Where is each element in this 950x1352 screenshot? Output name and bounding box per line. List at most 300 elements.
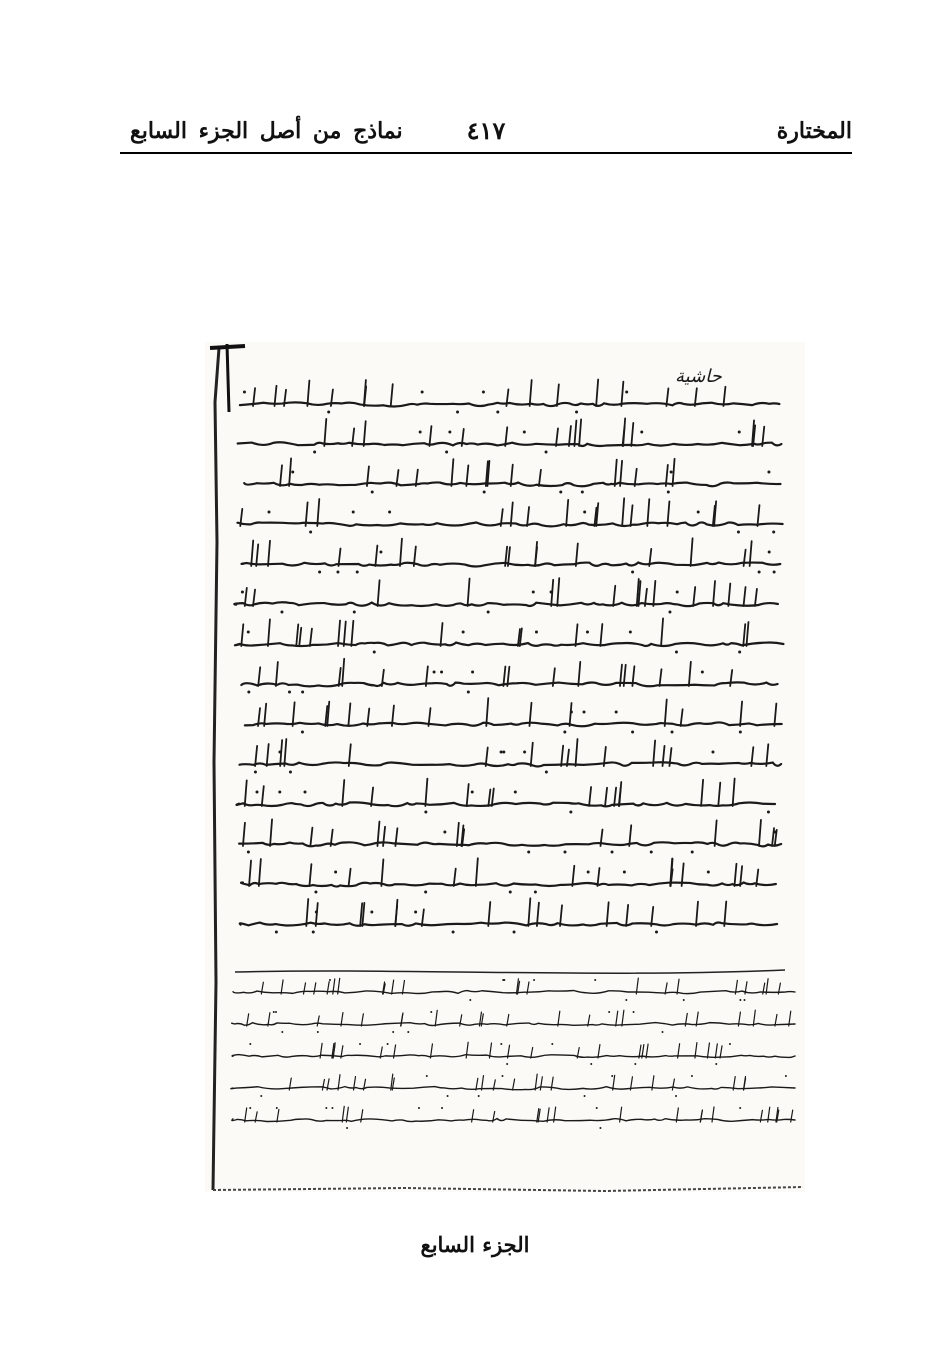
handwriting-dot: [304, 791, 307, 794]
handwriting-dot: [289, 771, 292, 774]
handwriting-stroke: [476, 858, 478, 886]
handwriting-stroke: [338, 621, 340, 646]
handwriting-stroke: [400, 539, 402, 566]
handwriting-dot: [447, 1095, 449, 1097]
handwriting-stroke: [677, 979, 679, 994]
handwriting-stroke: [316, 903, 318, 926]
handwriting-stroke: [701, 780, 703, 806]
handwriting-dot: [633, 1011, 635, 1013]
handwriting-stroke: [569, 426, 571, 446]
handwriting-dot: [356, 571, 359, 574]
handwriting-dot: [445, 451, 448, 454]
handwriting-dot: [590, 1063, 592, 1065]
handwriting-dot: [594, 979, 596, 981]
handwriting-stroke: [280, 465, 282, 486]
handwriting-dot: [675, 651, 678, 654]
handwriting-stroke: [249, 861, 251, 886]
handwriting-stroke: [310, 828, 312, 846]
folio-left-edge: [213, 348, 219, 1190]
handwriting-stroke: [772, 828, 774, 846]
handwriting-dot: [243, 391, 246, 394]
handwriting-dot: [697, 511, 700, 514]
handwriting-stroke: [296, 624, 298, 646]
handwriting-dot: [503, 979, 505, 981]
handwriting-dot: [545, 451, 548, 454]
handwriting-stroke: [395, 900, 397, 926]
handwriting-dot: [467, 691, 470, 694]
handwriting-stroke: [361, 1014, 363, 1026]
handwriting-dot: [676, 591, 679, 594]
handwriting-dot: [513, 931, 516, 934]
section-title: نماذج من أصل الجزء السابع: [130, 118, 403, 144]
handwriting-dot: [545, 771, 548, 774]
handwriting-stroke: [268, 541, 270, 566]
handwriting-stroke: [740, 701, 742, 726]
handwriting-stroke: [575, 739, 577, 766]
handwriting-dot: [523, 751, 526, 754]
handwriting-stroke: [616, 1011, 618, 1026]
handwriting-dot: [683, 999, 685, 1001]
handwriting-line: [234, 602, 778, 606]
handwriting-stroke: [570, 703, 572, 726]
folio-corner-stroke: [227, 344, 229, 412]
handwriting-stroke: [486, 698, 488, 726]
handwriting-dot: [336, 571, 339, 574]
handwriting-dot: [772, 531, 775, 534]
handwriting-dot: [640, 431, 643, 434]
handwriting-stroke: [241, 624, 243, 646]
handwriting-dot: [500, 1043, 502, 1045]
handwriting-dot: [739, 731, 742, 734]
handwriting-stroke: [307, 380, 309, 406]
handwriting-stroke: [281, 980, 283, 994]
handwriting-line: [240, 762, 782, 766]
handwriting-dot: [523, 431, 526, 434]
text-divider: [235, 970, 785, 973]
handwriting-stroke: [718, 783, 720, 806]
handwriting-stroke: [596, 380, 598, 406]
handwriting-stroke: [251, 541, 253, 566]
handwriting-dot: [691, 851, 694, 854]
handwriting-stroke: [578, 662, 580, 686]
handwriting-dot: [414, 911, 417, 914]
handwriting-dot: [611, 851, 614, 854]
handwriting-dot: [584, 1095, 586, 1097]
handwriting-stroke: [457, 823, 459, 846]
handwriting-stroke: [361, 1110, 363, 1122]
handwriting-stroke: [626, 905, 628, 926]
handwriting-dot: [392, 1031, 394, 1033]
handwriting-dot: [388, 511, 391, 514]
handwriting-stroke: [672, 1079, 674, 1090]
folio-bottom-edge: [213, 1187, 803, 1191]
handwriting-lines: [231, 380, 795, 1129]
handwriting-stroke: [259, 859, 261, 886]
handwriting-stroke: [535, 547, 537, 566]
handwriting-dot: [563, 731, 566, 734]
handwriting-dot: [535, 631, 538, 634]
handwriting-stroke: [598, 1045, 600, 1058]
handwriting-line: [241, 563, 780, 567]
handwriting-line: [244, 482, 780, 486]
handwriting-stroke: [621, 382, 623, 406]
handwriting-dot: [430, 1011, 432, 1013]
handwriting-stroke: [566, 500, 568, 526]
handwriting-stroke: [631, 423, 633, 446]
handwriting-dot: [247, 631, 250, 634]
handwriting-dot: [273, 1011, 275, 1013]
handwriting-stroke: [734, 864, 736, 886]
handwriting-dot: [313, 451, 316, 454]
handwriting-dot: [241, 591, 244, 594]
manuscript-scan: [205, 342, 805, 1192]
handwriting-dot: [462, 631, 465, 634]
handwriting-stroke: [661, 618, 663, 646]
handwriting-dot: [352, 511, 355, 514]
handwriting-stroke: [673, 459, 675, 486]
handwriting-stroke: [528, 898, 530, 926]
handwriting-stroke: [284, 739, 286, 766]
handwriting-dot: [634, 1063, 636, 1065]
handwriting-stroke: [596, 503, 598, 526]
handwriting-dot: [767, 811, 770, 814]
handwriting-stroke: [425, 779, 427, 806]
handwriting-stroke: [513, 1079, 515, 1090]
handwriting-stroke: [681, 709, 683, 726]
handwriting-stroke: [613, 586, 615, 606]
handwriting-dot: [281, 1031, 283, 1033]
handwriting-dot: [448, 431, 451, 434]
handwriting-stroke: [757, 505, 759, 526]
handwriting-dot: [758, 571, 761, 574]
handwriting-stroke: [276, 662, 278, 686]
handwriting-stroke: [346, 1107, 348, 1122]
handwriting-dot: [440, 671, 443, 674]
handwriting-line: [233, 991, 795, 994]
handwriting-dot: [767, 471, 770, 474]
margin-note: حاشية: [675, 366, 722, 387]
handwriting-dot: [667, 491, 670, 494]
handwriting-dot: [278, 791, 281, 794]
handwriting-dot: [629, 631, 632, 634]
handwriting-dot: [456, 411, 459, 414]
handwriting-stroke: [268, 619, 270, 646]
handwriting-dot: [655, 931, 658, 934]
header-rule: [120, 152, 852, 154]
handwriting-dot: [278, 751, 281, 754]
handwriting-dot: [514, 791, 517, 794]
handwriting-stroke: [270, 819, 272, 846]
handwriting-stroke: [527, 507, 529, 526]
handwriting-stroke: [309, 864, 311, 886]
handwriting-dot: [551, 1043, 553, 1045]
handwriting-dot: [532, 591, 535, 594]
handwriting-dot: [496, 411, 499, 414]
handwriting-stroke: [454, 869, 456, 886]
handwriting-stroke: [314, 983, 316, 994]
handwriting-dot: [738, 651, 741, 654]
page-caption: الجزء السابع: [420, 1232, 530, 1257]
handwriting-dot: [611, 1075, 613, 1077]
handwriting-stroke: [746, 622, 748, 646]
handwriting-stroke: [715, 820, 717, 846]
handwriting-dot: [334, 871, 337, 874]
handwriting-stroke: [614, 788, 616, 806]
handwriting-dot: [370, 911, 373, 914]
handwriting-stroke: [467, 784, 469, 806]
handwriting-stroke: [724, 902, 726, 926]
handwriting-dot: [625, 391, 628, 394]
handwriting-stroke: [531, 743, 533, 766]
handwriting-stroke: [299, 628, 301, 646]
handwriting-line: [238, 442, 782, 446]
page-number: ٤١٧: [466, 116, 506, 145]
handwriting-stroke: [351, 621, 353, 646]
handwriting-stroke: [691, 538, 693, 566]
handwriting-dot: [670, 471, 673, 474]
handwriting-dot: [596, 1107, 598, 1109]
handwriting-stroke: [579, 419, 581, 446]
handwriting-stroke: [422, 909, 424, 926]
handwriting-stroke: [556, 428, 558, 446]
handwriting-dot: [715, 1063, 717, 1065]
handwriting-dot: [701, 671, 704, 674]
handwriting-dot: [426, 1075, 428, 1077]
handwriting-stroke: [597, 868, 599, 886]
handwriting-dot: [581, 491, 584, 494]
handwriting-dot: [325, 1107, 327, 1109]
handwriting-stroke: [557, 384, 559, 406]
handwriting-stroke: [381, 859, 383, 886]
handwriting-stroke: [744, 587, 746, 606]
handwriting-stroke: [391, 384, 393, 406]
handwriting-stroke: [707, 1043, 709, 1058]
handwriting-line: [235, 642, 783, 646]
handwriting-stroke: [560, 905, 562, 926]
handwriting-dot: [424, 811, 427, 814]
handwriting-stroke: [659, 669, 661, 686]
handwriting-dot: [359, 1043, 361, 1045]
handwriting-dot: [691, 1075, 693, 1077]
handwriting-stroke: [574, 421, 576, 446]
handwriting-stroke: [653, 581, 655, 606]
handwriting-stroke: [378, 580, 380, 606]
handwriting-dot: [249, 1107, 251, 1109]
handwriting-stroke: [277, 1110, 279, 1122]
handwriting-stroke: [306, 899, 308, 926]
handwriting-stroke: [344, 621, 346, 646]
handwriting-dot: [483, 491, 486, 494]
handwriting-stroke: [342, 780, 344, 806]
handwriting-stroke: [258, 667, 260, 686]
handwriting-dot: [711, 751, 714, 754]
handwriting-dot: [768, 551, 771, 554]
handwriting-stroke: [262, 786, 264, 806]
handwriting-stroke: [317, 1016, 319, 1026]
handwriting-dot: [260, 1095, 262, 1097]
handwriting-stroke: [492, 788, 494, 806]
handwriting-dot: [564, 851, 567, 854]
handwriting-line: [241, 883, 776, 887]
handwriting-dot: [583, 711, 586, 714]
handwriting-dot: [267, 511, 270, 514]
handwriting-stroke: [713, 581, 715, 606]
handwriting-dot: [707, 871, 710, 874]
handwriting-dot: [487, 611, 490, 614]
handwriting-stroke: [289, 458, 291, 486]
handwriting-line: [241, 682, 777, 686]
handwriting-stroke: [486, 748, 488, 766]
handwriting-dot: [315, 911, 318, 914]
handwriting-line: [239, 842, 781, 846]
handwriting-stroke: [488, 902, 490, 926]
handwriting-dot: [478, 1095, 480, 1097]
handwriting-dot: [441, 1107, 443, 1109]
handwriting-dot: [738, 431, 741, 434]
handwriting-dot: [276, 1107, 278, 1109]
handwriting-dot: [346, 1127, 348, 1129]
handwriting-stroke: [619, 787, 621, 806]
handwriting-stroke: [317, 499, 319, 526]
handwriting-dot: [275, 931, 278, 934]
handwriting-stroke: [693, 587, 695, 606]
handwriting-dot: [249, 1043, 251, 1045]
handwriting-stroke: [342, 1106, 344, 1122]
handwriting-stroke: [575, 624, 577, 646]
handwriting-dot: [502, 751, 505, 754]
handwriting-stroke: [755, 589, 757, 606]
handwriting-dot: [471, 791, 474, 794]
handwriting-stroke: [342, 659, 344, 686]
handwriting-dot: [569, 811, 572, 814]
handwriting-dot: [534, 891, 537, 894]
handwriting-stroke: [530, 380, 532, 406]
handwriting-stroke: [472, 1110, 474, 1122]
handwriting-dot: [661, 1031, 663, 1033]
running-header: [120, 110, 852, 154]
handwriting-stroke: [256, 544, 258, 566]
handwriting-dot: [570, 711, 573, 714]
handwriting-line: [232, 1055, 795, 1058]
handwriting-stroke: [375, 546, 377, 566]
handwriting-dot: [482, 391, 485, 394]
handwriting-dot: [247, 851, 250, 854]
handwriting-stroke: [743, 624, 745, 646]
handwriting-dot: [318, 571, 321, 574]
handwriting-stroke: [243, 823, 245, 846]
handwriting-dot: [739, 1107, 741, 1109]
handwriting-stroke: [700, 1110, 702, 1122]
handwriting-dot: [668, 611, 671, 614]
manuscript-image: [205, 342, 805, 1192]
handwriting-dot: [433, 671, 436, 674]
handwriting-stroke: [774, 703, 776, 726]
handwriting-stroke: [441, 623, 443, 646]
handwriting-dot: [471, 671, 474, 674]
handwriting-dot: [615, 711, 618, 714]
handwriting-stroke: [267, 744, 269, 766]
handwriting-line: [232, 1023, 795, 1026]
handwriting-dot: [500, 751, 503, 754]
handwriting-dot: [331, 1107, 333, 1109]
handwriting-stroke: [435, 1010, 437, 1026]
handwriting-dot: [599, 1127, 601, 1129]
handwriting-dot: [509, 891, 512, 894]
handwriting-dot: [671, 731, 674, 734]
handwriting-dot: [419, 431, 422, 434]
handwriting-line: [232, 1119, 795, 1122]
handwriting-dot: [254, 771, 257, 774]
handwriting-stroke: [488, 790, 490, 806]
handwriting-line: [236, 802, 775, 806]
handwriting-dot: [314, 891, 317, 894]
handwriting-stroke: [476, 1078, 478, 1090]
handwriting-stroke: [364, 421, 366, 446]
handwriting-dot: [608, 1011, 610, 1013]
handwriting-stroke: [572, 866, 574, 886]
handwriting-dot: [587, 871, 590, 874]
handwriting-dot: [387, 1043, 389, 1045]
handwriting-stroke: [348, 703, 350, 726]
handwriting-dot: [774, 831, 777, 834]
handwriting-dot: [327, 411, 330, 414]
handwriting-stroke: [622, 1010, 624, 1026]
handwriting-dot: [424, 891, 427, 894]
handwriting-stroke: [665, 700, 667, 726]
handwriting-stroke: [561, 746, 563, 766]
handwriting-dot: [533, 979, 535, 981]
handwriting-dot: [329, 979, 331, 981]
handwriting-dot: [288, 691, 291, 694]
handwriting-stroke: [696, 902, 698, 926]
handwriting-stroke: [646, 1044, 648, 1058]
handwriting-stroke: [304, 983, 306, 994]
handwriting-stroke: [557, 578, 559, 606]
handwriting-dot: [353, 611, 356, 614]
handwriting-dot: [583, 511, 586, 514]
handwriting-dot: [550, 591, 553, 594]
handwriting-stroke: [622, 498, 624, 526]
handwriting-stroke: [245, 1108, 247, 1122]
handwriting-dot: [739, 999, 741, 1001]
handwriting-dot: [575, 411, 578, 414]
handwriting-stroke: [539, 470, 541, 486]
handwriting-dot: [501, 1075, 503, 1077]
handwriting-stroke: [720, 1046, 722, 1058]
handwriting-stroke: [429, 426, 431, 446]
handwriting-stroke: [264, 704, 266, 726]
handwriting-stroke: [540, 1077, 542, 1090]
handwriting-dot: [247, 691, 250, 694]
handwriting-stroke: [245, 588, 247, 606]
handwriting-stroke: [631, 505, 633, 526]
handwriting-stroke: [392, 980, 394, 994]
handwriting-dot: [773, 571, 776, 574]
handwriting-stroke: [600, 624, 602, 646]
handwriting-dot: [309, 531, 312, 534]
handwriting-dot: [301, 731, 304, 734]
handwriting-stroke: [324, 419, 326, 446]
handwriting-dot: [623, 871, 626, 874]
handwriting-stroke: [733, 778, 735, 806]
handwriting-dot: [527, 851, 530, 854]
handwriting-dot: [650, 851, 653, 854]
handwriting-dot: [631, 731, 634, 734]
handwriting-dot: [317, 1031, 319, 1033]
handwriting-stroke: [349, 869, 351, 886]
handwriting-stroke: [322, 1079, 324, 1090]
handwriting-dot: [631, 571, 634, 574]
